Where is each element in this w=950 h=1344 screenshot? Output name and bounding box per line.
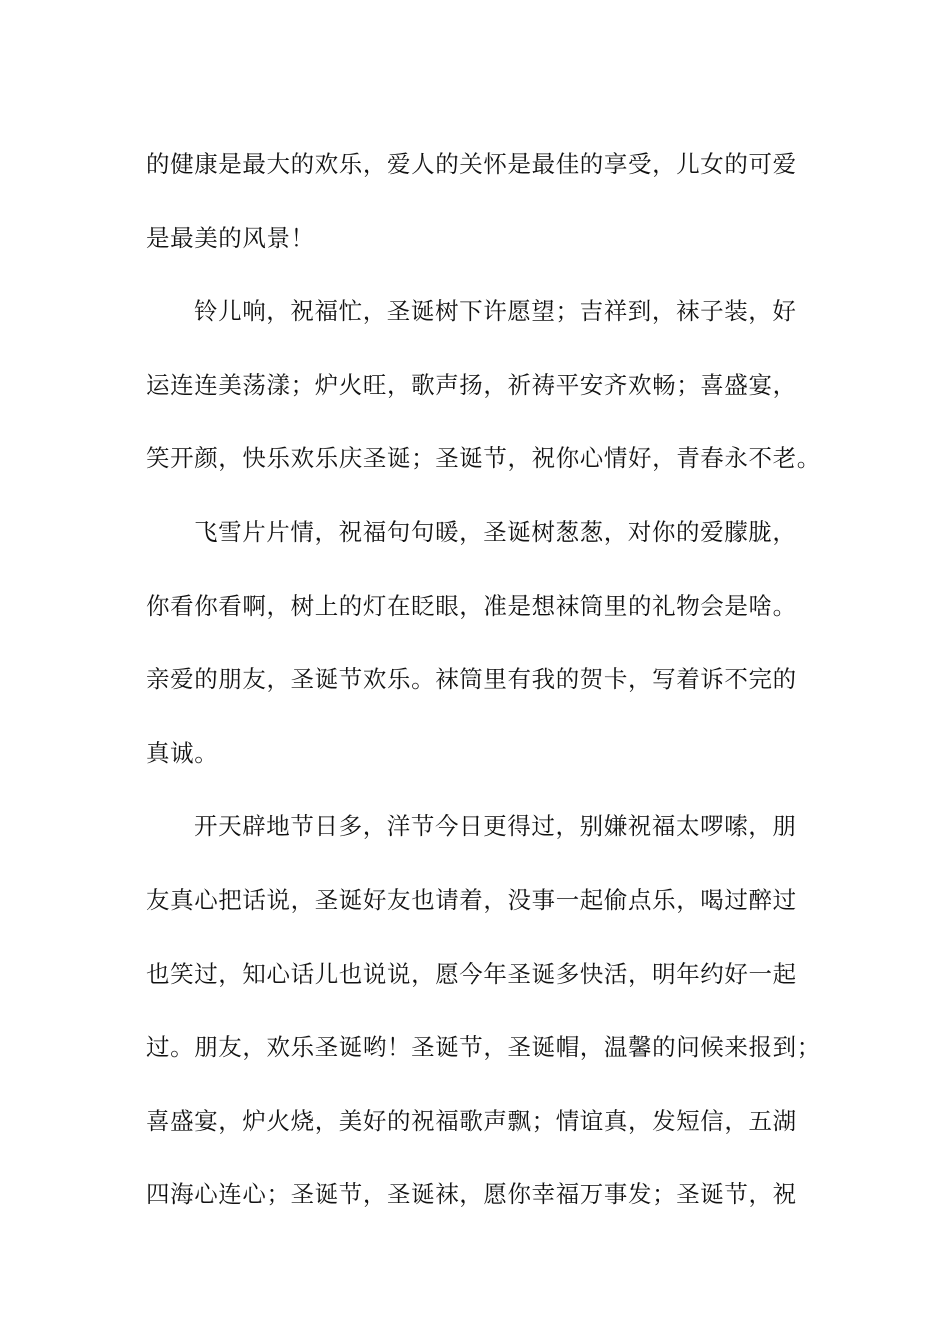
document-body (146, 128, 826, 1232)
text-line: 亲爱的朋友，圣诞节欢乐。袜筒里有我的贺卡，写着诉不完的 (146, 665, 797, 694)
text-line: 你看你看啊，树上的灯在眨眼，准是想袜筒里的礼物会是啥。 (146, 591, 797, 620)
text-line: 真诚。 (146, 738, 219, 767)
text-line: 笑开颜，快乐欢乐庆圣诞；圣诞节，祝你心情好，青春永不老。 (146, 444, 821, 473)
text-line: 友真心把话说，圣诞好友也请着，没事一起偷点乐，喝过醉过 (146, 885, 797, 914)
text-line: 是最美的风景！ (146, 223, 315, 252)
text-line: 飞雪片片情，祝福句句暖，圣诞树葱葱，对你的爱朦胧， (194, 517, 797, 546)
text-line: 过。朋友，欢乐圣诞哟！圣诞节，圣诞帽，温馨的问候来报到； (146, 1033, 821, 1062)
text-line: 的健康是最大的欢乐，爱人的关怀是最佳的享受，儿女的可爱 (146, 150, 797, 178)
text-line: 运连连美荡漾；炉火旺，歌声扬，祈祷平安齐欢畅；喜盛宴， (146, 370, 797, 399)
text-line: 喜盛宴，炉火烧，美好的祝福歌声飘；情谊真，发短信，五湖 (146, 1106, 797, 1135)
text-line: 开天辟地节日多，洋节今日更得过，别嫌祝福太啰嗦，朋 (194, 812, 797, 841)
text-line: 也笑过，知心话儿也说说，愿今年圣诞多快活，明年约好一起 (146, 959, 797, 988)
text-line: 铃儿响，祝福忙，圣诞树下许愿望；吉祥到，袜子装，好 (194, 297, 797, 326)
text-line: 四海心连心；圣诞节，圣诞袜，愿你幸福万事发；圣诞节，祝 (146, 1180, 797, 1209)
